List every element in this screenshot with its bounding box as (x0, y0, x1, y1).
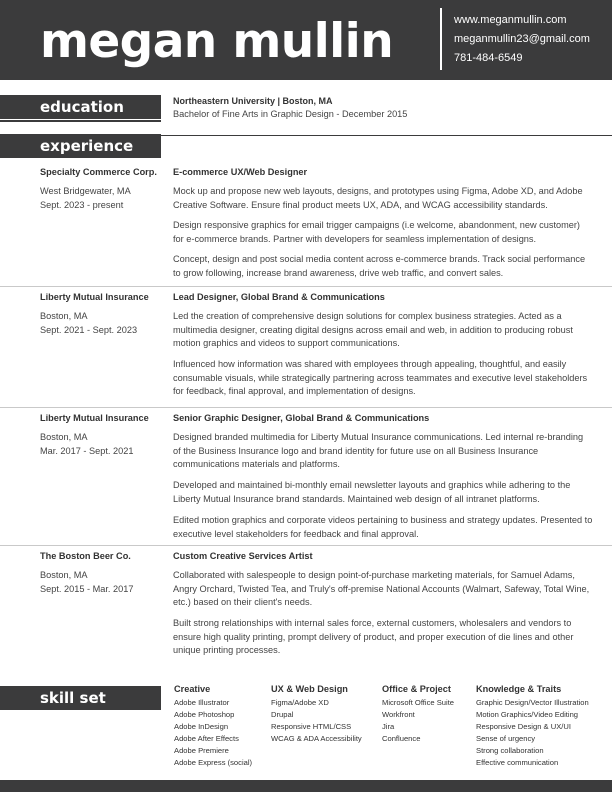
job-description: Influenced how information was shared with employees through appealing, thoughtful, and easily consumable visuals, while strategically partnering across teammates and executive level stakeholders for feedback, final approval, and implementation of designs. (173, 359, 588, 396)
skill-item: Adobe Express (social) (174, 758, 253, 767)
job-description: Built strong relationships with internal sales force, external customers, wholesalers and vendors to ensure high quality printing, prompt delivery of product, and proper execution of die lines and other unique printing processes. (173, 618, 574, 655)
job-description: Collaborated with salespeople to design point-of-purchase marketing materials, for Samuel Adams, Angry Orchard, Twisted Tea, and Truly's off-premise National Accounts (Walmart, Safeway, Total Wine, etc.) based on their client's needs. (173, 570, 590, 607)
header-banner (0, 0, 612, 80)
skills-heading: skill set (40, 689, 106, 707)
job-company: The Boston Beer Co. (40, 551, 131, 561)
skill-item: Adobe Premiere (174, 746, 229, 755)
header-divider (440, 8, 442, 70)
job-dates: Sept. 2021 - Sept. 2023 (40, 325, 138, 335)
skill-item: Jira (382, 722, 395, 731)
job-separator (0, 545, 612, 546)
skill-item: Graphic Design/Vector Illustration (476, 698, 589, 707)
experience-rule (161, 135, 612, 136)
skill-item: Strong collaboration (476, 746, 544, 755)
job-company: Liberty Mutual Insurance (40, 413, 149, 423)
skill-item: Workfront (382, 710, 415, 719)
skill-column-ux-web (271, 684, 362, 745)
job-description: Concept, design and post social media content across e-commerce brands. Track social performance to grow following, increase brand awareness, drive web traffic, and convert sales. (173, 254, 586, 278)
education-rule (0, 120, 161, 122)
education-heading: education (40, 98, 124, 116)
skill-category-heading: Creative (174, 684, 211, 694)
skill-category-heading: Office & Project (382, 684, 451, 694)
skill-item: Responsive HTML/CSS (271, 722, 352, 731)
job-description: Edited motion graphics and corporate videos pertaining to business and strategy updates. Presented to executive level stakeholders for feedback and final approval. (173, 515, 593, 539)
job-company: Specialty Commerce Corp. (40, 167, 157, 177)
job-title: Custom Creative Services Artist (173, 551, 313, 561)
job-title: Senior Graphic Designer, Global Brand & Communications (173, 413, 430, 423)
experience-section-bar (0, 134, 161, 158)
job-title: Lead Designer, Global Brand & Communications (173, 292, 385, 302)
skills-section-bar (0, 686, 161, 710)
job-location: West Bridgewater, MA (40, 186, 131, 196)
education-section-bar (0, 95, 161, 119)
website-link[interactable]: www.meganmullin.com (454, 14, 567, 26)
education-school: Northeastern University | Boston, MA (173, 96, 333, 106)
footer-bar (0, 780, 612, 792)
job-separator (0, 286, 612, 287)
job-company: Liberty Mutual Insurance (40, 292, 149, 302)
skill-item: Motion Graphics/Video Editing (476, 710, 579, 719)
job-location: Boston, MA (40, 311, 88, 321)
experience-heading: experience (40, 137, 134, 155)
job-dates: Sept. 2023 - present (40, 200, 124, 210)
page-title: megan mullin (40, 14, 394, 69)
job-location: Boston, MA (40, 432, 88, 442)
job-description: Mock up and propose new web layouts, designs, and prototypes using Figma, Adobe XD, and Adobe Creative Software. Ensure final product meets UX, ADA, and WCAG accessibility standards. (173, 186, 583, 210)
skill-item: Adobe Illustrator (174, 698, 230, 707)
skill-item: Effective communication (476, 758, 559, 767)
job-description: Design responsive graphics for email trigger campaigns (i.e welcome, abandonment, new customer) for e-commerce brands. Partner with developers for seamless implementation of designs. (173, 220, 580, 244)
skill-item: Adobe After Effects (174, 734, 239, 743)
skill-item: Responsive Design & UX/UI (476, 722, 571, 731)
job-title: E-commerce UX/Web Designer (173, 167, 308, 177)
skill-item: Sense of urgency (476, 734, 536, 743)
skill-column-office-project (382, 684, 454, 745)
job-description: Designed branded multimedia for Liberty Mutual Insurance communications. Led internal re-branding of the Business Insurance logo and brand identity for future use on all Business Insurance communications materials and platforms. (173, 432, 584, 469)
skill-item: WCAG & ADA Accessibility (271, 734, 362, 743)
skill-item: Figma/Adobe XD (271, 698, 329, 707)
job-description: Developed and maintained bi-monthly email newsletter layouts and graphics while adhering to the Liberty Mutual Insurance brand standards. Maintained web design of all intranet platforms. (173, 480, 571, 504)
skill-item: Adobe InDesign (174, 722, 229, 731)
education-degree: Bachelor of Fine Arts in Graphic Design - December 2015 (173, 109, 408, 119)
skill-category-heading: UX & Web Design (271, 684, 348, 694)
job-dates: Mar. 2017 - Sept. 2021 (40, 446, 134, 456)
skill-item: Adobe Photoshop (174, 710, 235, 719)
job-location: Boston, MA (40, 570, 88, 580)
skill-item: Confluence (382, 734, 421, 743)
skill-item: Drupal (271, 710, 294, 719)
skill-column-knowledge-traits (476, 684, 589, 769)
job-description: Led the creation of comprehensive design solutions for complex business strategies. Acted as a multimedia designer, creating digital designs across email and web, in addition to producing robust motion graphics and videos to support communications. (173, 311, 573, 348)
skill-column-creative (174, 684, 252, 769)
phone-number: 781-484-6549 (454, 52, 523, 64)
job-separator (0, 407, 612, 408)
skill-category-heading: Knowledge & Traits (476, 684, 562, 694)
skill-item: Microsoft Office Suite (382, 698, 455, 707)
job-dates: Sept. 2015 - Mar. 2017 (40, 584, 134, 594)
email-link[interactable]: meganmullin23@gmail.com (454, 33, 590, 45)
